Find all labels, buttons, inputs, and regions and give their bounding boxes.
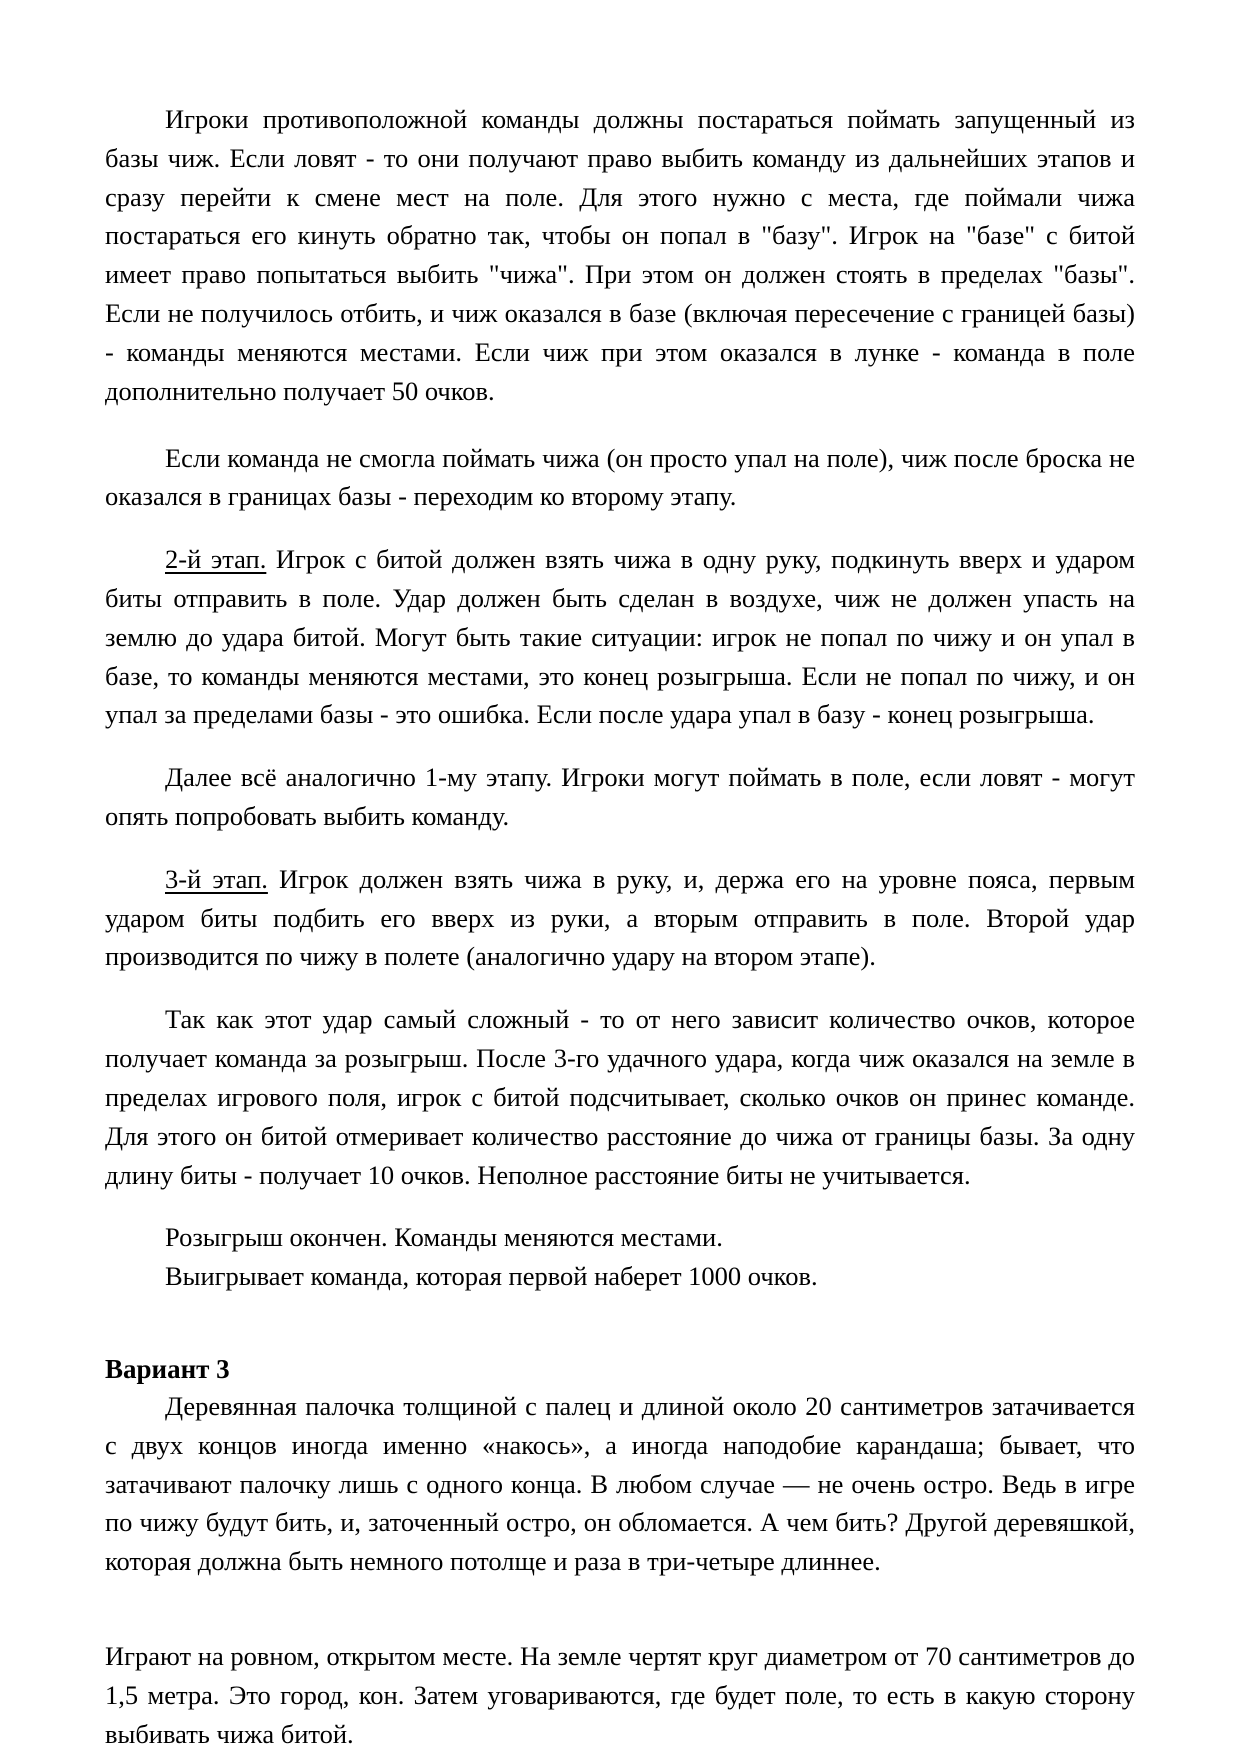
paragraph-3-body: Игрок с битой должен взять чижа в одну руку, подкинуть вверх и ударом биты отправить в поле. Удар должен быть сделан в воздухе, чиж не должен упасть на землю до удара битой. Могут быть такие ситуации: игрок не попал по чижу и он упал в базе, то команды меняются местами, это конец розыгрыша. Если не попал по чижу, и он упал за пределами базы - это ошибка. Если после удара упал в базу - конец розыгрыша. [105, 544, 1135, 730]
paragraph-5 [105, 860, 1135, 976]
paragraph-spacer [105, 734, 1135, 758]
paragraph-spacer [105, 516, 1135, 540]
paragraph-1: Игроки противоположной команды должны постараться поймать запущенный из базы чиж. Если ловят - то они получают право выбить команду из дальнейших этапов и сразу перейти к смене мест на поле. Для этого нужно с места, где поймали чижа постараться его кинуть обратно так, чтобы он попал в "базу". Игрок на "базе" с битой имеет право попытаться выбить "чижа". При этом он должен стоять в пределах "базы". Если не получилось отбить, и чиж оказался в базе (включая пересечение с границей базы) - команды меняются местами. Если чиж при этом оказался в лунке - команда в поле дополнительно получает 50 очков. [105, 104, 1135, 406]
stage-2-label: 2-й этап. [165, 544, 267, 575]
paragraph-10: Играют на ровном, открытом месте. На земле чертят круг диаметром от 70 сантиметров до 1,5 метра. Это город, кон. Затем уговариваются, где будет поле, то есть в какую сторону выбивать чижа битой. [105, 1641, 1135, 1749]
page-content [105, 100, 1135, 1754]
section-heading-variant-3: Вариант 3 [105, 1353, 230, 1384]
paragraph-2: Если команда не смогла поймать чижа (он просто упал на поле), чиж после броска не оказался в границах базы - переходим ко второму этапу. [105, 442, 1135, 512]
paragraph-spacer [105, 1194, 1135, 1218]
stage-3-label: 3-й этап. [165, 863, 268, 894]
paragraph-4: Далее всё аналогично 1-му этапу. Игроки могут поймать в поле, если ловят - могут опять попробовать выбить команду. [105, 762, 1135, 831]
paragraph-9: Деревянная палочка толщиной с палец и длиной около 20 сантиметров затачивается с двух концов иногда именно «накось», а иногда наподобие карандаша; бывает, что затачивают палочку лишь с одного конца. В любом случае — не очень остро. Ведь в игре по чижу будут бить, и, заточенный остро, он обломается. А чем бить? Другой деревяшкой, которая должна быть немного потолще и раза в три-четыре длиннее. [105, 1391, 1135, 1577]
paragraph-3 [105, 540, 1135, 734]
paragraph-spacer [105, 411, 1135, 439]
paragraph-6: Так как этот удар самый сложный - то от него зависит количество очков, которое получает команда за розыгрыш. После 3-го удачного удара, когда чиж оказался на земле в пределах игрового поля, игрок с битой подсчитывает, сколько очков он принес команде. Для этого он битой отмеривает количество расстояние до чижа от границы базы. За одну длину биты - получает 10 очков. Неполное расстояние биты не учитывается. [105, 1004, 1135, 1190]
paragraph-spacer [105, 976, 1135, 1000]
paragraph-5-body: Игрок должен взять чижа в руку, и, держа его на уровне пояса, первым ударом биты подбить его вверх из руки, а вторым отправить в поле. Второй удар производится по чижу в полете (аналогично удару на втором этапе). [105, 863, 1135, 972]
paragraph-spacer [105, 1581, 1135, 1637]
paragraph-7: Розыгрыш окончен. Команды меняются местами. [165, 1222, 723, 1253]
section-spacer [105, 1296, 1135, 1352]
paragraph-8: Выигрывает команда, которая первой наберет 1000 очков. [165, 1261, 818, 1292]
paragraph-spacer [105, 836, 1135, 860]
